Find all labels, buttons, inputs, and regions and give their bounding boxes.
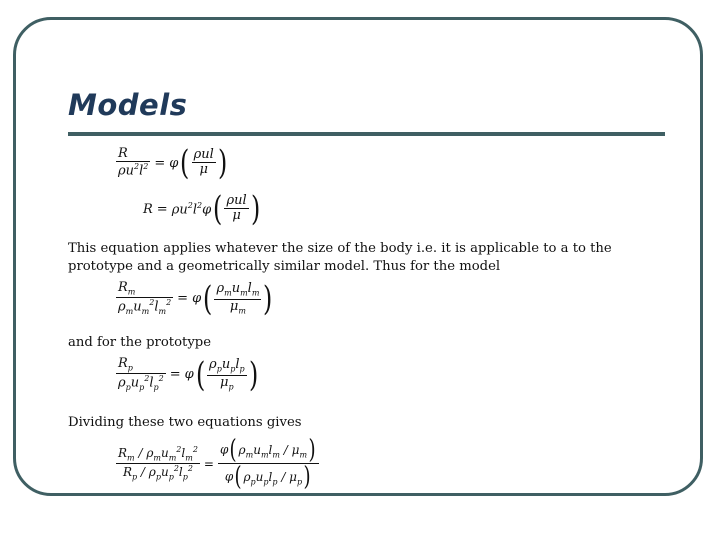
equation-5: $\frac{R_m / \rho_mu_m^2l_m^2}{R_p / \rho_pu_p^2l_p^2}$ = $\frac{\varphi( \rho_mu_ml_m / \mu_m)}{\varphi( \rho_pu_pl_p / \mu_p)}$: [116, 437, 319, 490]
slide-title: Models: [68, 88, 188, 122]
equation-2: R = $\rho u^2l^2\varphi$ ( $\frac{\text{ρul}}{\mu}$ ): [143, 189, 260, 229]
equation-3: $\frac{R_m}{\rho_mu_m^2l_m^2}$ = φ ( $\frac{\rho_mu_ml_m}{\mu_m}$ ): [118, 278, 273, 319]
paragraph-model: This equation applies whatever the size of the body i.e. it is applicable to a to the prototype and a geometrically similar model. Thus for the model: [68, 241, 612, 274]
paragraph-prototype: and for the prototype: [68, 335, 212, 350]
equation-4: $\frac{R_p}{\rho_pu_p^2l_p^2}$ = φ ( $\frac{\rho_pu_pl_p}{\mu_p}$ ): [118, 354, 258, 395]
equation-1: $\frac{R}{\rho u^2l^2}$ = φ ( $\frac{\text{ρul}}{\mu}$ ): [118, 143, 228, 183]
paragraph-dividing: Dividing these two equations gives: [68, 415, 302, 430]
title-underline: [68, 132, 665, 136]
